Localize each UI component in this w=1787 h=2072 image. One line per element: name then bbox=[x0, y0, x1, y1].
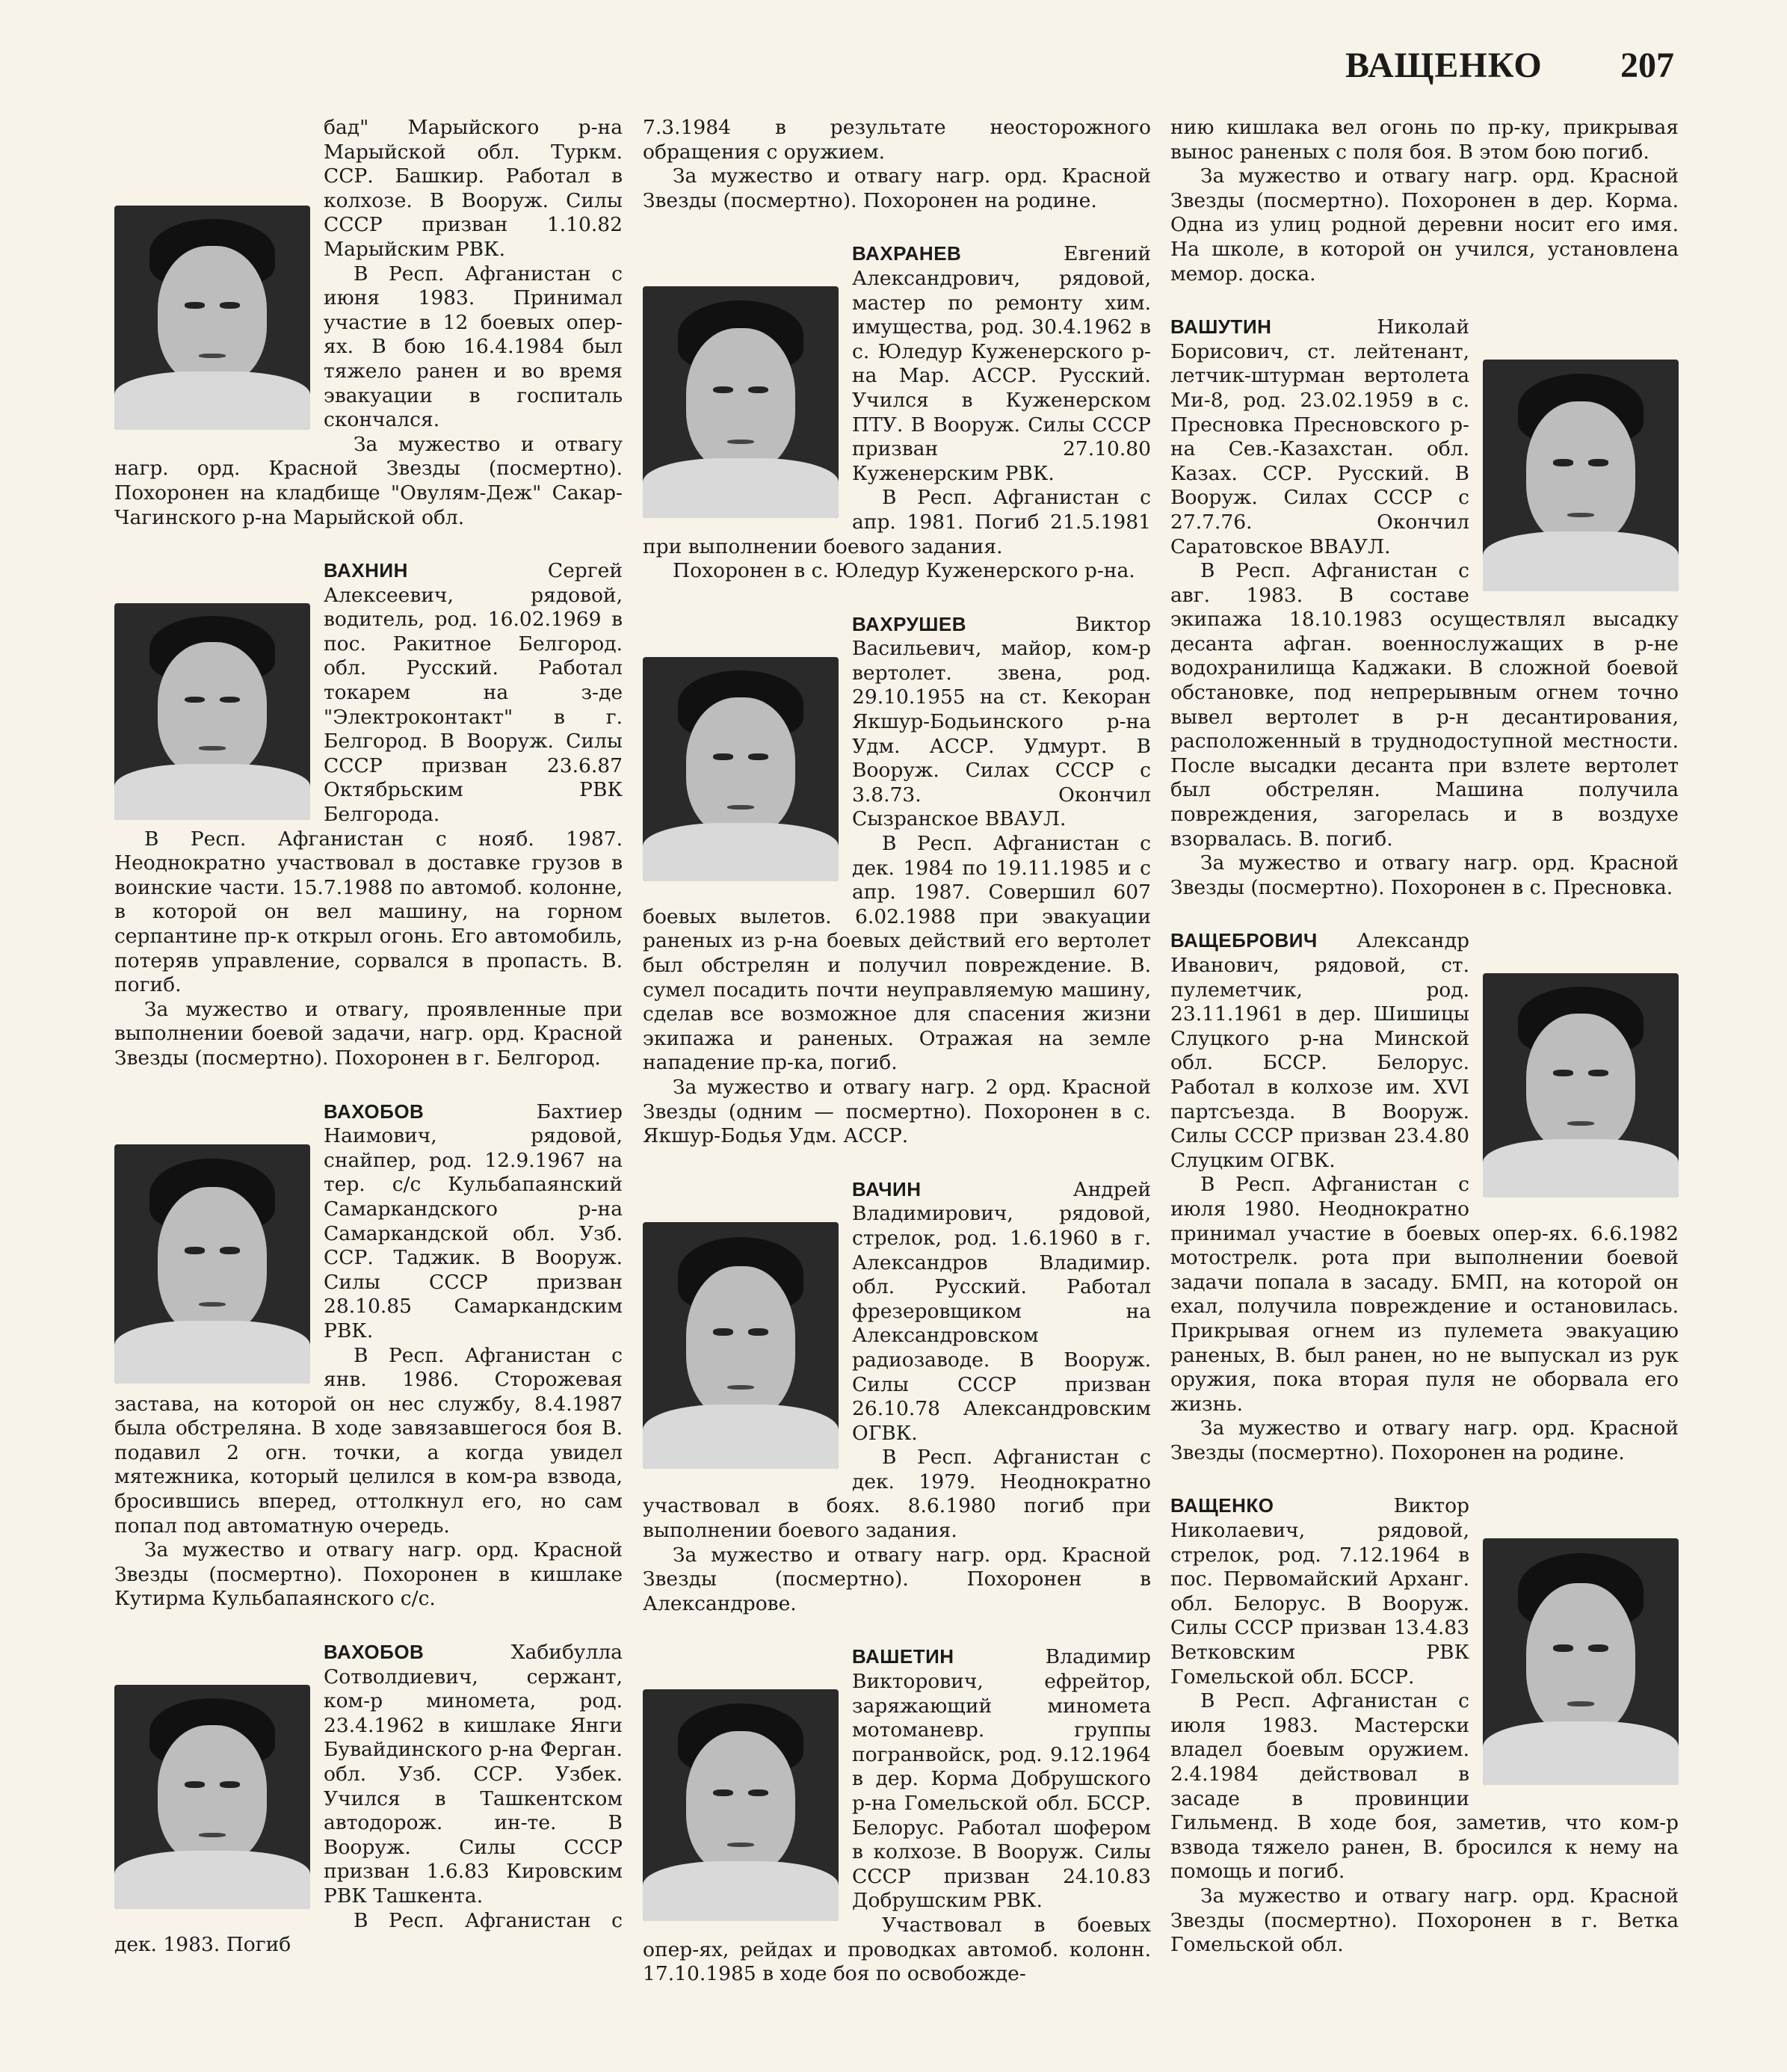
entry-text: Виктор Николаевич, рядовой, стрелок, род. 7.12.1964 в пос. Первомайский Арханг. обл. Белорус. В Вооруж. Силы СССР призван 13.4.83 Ветковским РВК Гомельской обл. БССР. bbox=[1170, 1494, 1469, 1689]
running-header bbox=[1345, 45, 1674, 90]
portrait-photo bbox=[114, 603, 310, 820]
entry-text: За мужество и отвагу нагр. орд. Красной Звезды (посмертно). Похоронен в с. Пресновка. bbox=[1170, 851, 1679, 899]
entry-text: В Респ. Афганистан с дек. 1984 по 19.11.1985 и с апр. 1987. Совершил 607 боевых вылетов. 6.02.1988 при эвакуации раненых из р-на боевых действий его вертолет был обстрелян и получил повреждение. В. сумел посадить почти неуправляемую машину, сделав все возможное для спасения жизни экипажа и раненых. Отражая на земле нападение пр-ка, погиб. bbox=[643, 832, 1151, 1075]
entry-text: За мужество и отвагу нагр. орд. Красной Звезды (посмертно). Похоронен на кладбище "Овулям-Деж" Сакар-Чагинского р-на Марыйской обл. bbox=[114, 432, 623, 529]
entry-text: В Респ. Афганистан с дек. 1979. Неоднократно участвовал в боях. 8.6.1980 погиб при выполнении боевого задания. bbox=[643, 1446, 1151, 1543]
portrait-photo bbox=[1483, 973, 1679, 1197]
entry-text: нию кишлака вел огонь по пр-ку, прикрывая вынос раненых с поля боя. В этом бою погиб. bbox=[1170, 116, 1679, 164]
entry-text: За мужество и отвагу нагр. орд. Красной Звезды (посмертно). Похоронен на родине. bbox=[1170, 1416, 1679, 1464]
entry-text: В Респ. Афганистан с янв. 1986. Сторожевая застава, на которой он нес службу, 8.4.1987 была обстреляна. В ходе завязавшегося боя В. подавил 2 огн. точки, а когда увидел мятежника, который целился в ком-ра взвода, бросившись вперед, оттолкнул его, но сам попал под автоматную очередь. bbox=[114, 1343, 623, 1538]
portrait-photo bbox=[1483, 1538, 1679, 1785]
entry-text: Николай Борисович, ст. лейтенант, летчик-штурман вертолета Ми-8, род. 23.02.1959 в с. Пресновка Пресновского р-на Сев.-Казахстан. обл. Казах. ССР. Русский. В Вооруж. Силах СССР с 27.7.76. Окончил Саратовское ВВАУЛ. bbox=[1170, 315, 1469, 558]
entry-text: За мужество и отвагу нагр. орд. Красной Звезды (посмертно). Похоронен в кишлаке Кутирма Кульбапаянского с/с. bbox=[114, 1538, 623, 1611]
entry-vashetin bbox=[643, 1644, 1151, 1986]
portrait-photo bbox=[643, 657, 839, 881]
entry-text: За мужество и отвагу нагр. орд. Красной Звезды (посмертно). Похоронен на родине. bbox=[643, 164, 1151, 212]
entry-vashutin bbox=[1170, 315, 1679, 900]
portrait-photo bbox=[114, 1144, 310, 1384]
entry-text: За мужество и отвагу нагр. орд. Красной Звезды (посмертно). Похоронен в Александрове. bbox=[643, 1543, 1151, 1615]
entry-text: Сергей Алексеевич, рядовой, водитель, род. 16.02.1969 в пос. Ракитное Белгород. обл. Русский. Работал токарем на з-де "Электроконтакт" в г. Белгород. В Вооруж. Силы СССР призван 23.6.87 Октябрьским РВК Белгорода. bbox=[324, 559, 623, 827]
column-1 bbox=[114, 116, 623, 1958]
page-number: 207 bbox=[1620, 46, 1674, 85]
entry-vakhobov-bakhtier bbox=[114, 1100, 623, 1612]
entry-text: За мужество и отвагу нагр. орд. Красной Звезды (посмертно). Похоронен в дер. Корма. Одна из улиц родной деревни носит его имя. На школе, в которой он учился, установлена мемор. доска. bbox=[1170, 164, 1679, 286]
portrait-photo bbox=[643, 1689, 839, 1921]
entry-surname: ВАХРАНЕВ bbox=[852, 242, 962, 265]
entry-surname: ВАЩЕНКО bbox=[1170, 1494, 1274, 1517]
entry-surname: ВАХНИН bbox=[324, 559, 408, 582]
entry-text: За мужество и отвагу нагр. орд. Красной Звезды (посмертно). Похоронен в г. Ветка Гомельской обл. bbox=[1170, 1884, 1679, 1957]
entry-text: В Респ. Афганистан с июля 1980. Неоднократно принимал участие в боевых опер-ях. 6.6.1982 мотострелк. рота при выполнении боевой задачи попала в засаду. БМП, на которой он ехал, получила повреждение и остановилась. Прикрывая огнем из пулемета эвакуацию раненых, В. был ранен, но не выпускал из рук оружия, пока вторая пуля не оборвала его жизнь. bbox=[1170, 1173, 1679, 1416]
portrait-photo bbox=[114, 1685, 310, 1909]
entry-surname: ВАХОБОВ bbox=[324, 1641, 425, 1664]
entry-text: Виктор Васильевич, майор, ком-р вертолет. звена, род. 29.10.1955 на ст. Кекоран Якшур-Бодьинского р-на Удм. АССР. Удмурт. В Вооруж. Силах СССР с 3.8.73. Окончил Сызранское ВВАУЛ. bbox=[852, 612, 1151, 831]
entry-vashchenko bbox=[1170, 1493, 1679, 1957]
entry-text: Бахтиер Наимович, рядовой, снайпер, род. 12.9.1967 на тер. с/с Кульбапаянский Самаркандского р-на Самаркандской обл. Узб. ССР. Таджик. В Вооруж. Силы СССР призван 28.10.85 Самаркандским РВК. bbox=[324, 1100, 623, 1342]
entry-vachin bbox=[643, 1177, 1151, 1617]
entry-text: Владимир Викторович, ефрейтор, заряжающий миномета мотоманевр. группы погранвойск, род. 9.12.1964 в дер. Корма Добрушского р-на Гомельской обл. БССР. Белорус. Работал шофером в колхозе. В Вооруж. Силы СССР призван 24.10.83 Добрушским РВК. bbox=[852, 1645, 1151, 1913]
entry-text: В Респ. Афганистан с дек. 1983. Погиб bbox=[114, 1908, 623, 1957]
entry-surname: ВАХОБОВ bbox=[324, 1100, 425, 1123]
entry-text: За мужество и отвагу, проявленные при выполнении боевой задачи, нагр. орд. Красной Звезды (посмертно). Похоронен в г. Белгород. bbox=[114, 997, 623, 1070]
entry-surname: ВАЩЕБРОВИЧ bbox=[1170, 929, 1318, 952]
entry-text: В Респ. Афганистан с апр. 1981. Погиб 21.5.1981 при выполнении боевого задания. bbox=[643, 486, 1151, 558]
entry-text: 7.3.1984 в результате неосторожного обращения с оружием. bbox=[643, 116, 1151, 164]
entry-text: Участвовал в боевых опер-ях, рейдах и проводках автомоб. колонн. 17.10.1985 в ходе боя по освобожде- bbox=[643, 1913, 1151, 1986]
column-3 bbox=[1170, 116, 1679, 1958]
entry-text: В Респ. Афганистан с авг. 1983. В составе экипажа 18.10.1983 осуществлял высадку десанта афган. военнослужащих в р-не водохранилища Каджаки. В сложной боевой обстановке, под непрерывным огнем точно вывел вертолет в р-н десантирования, расположенный в труднодоступной местности. После высадки десанта при взлете вертолет был обстрелян. Машина получила повреждения, загорелась и в воздухе взорвалась. В. погиб. bbox=[1170, 559, 1679, 851]
entry-text: Александр Иванович, рядовой, ст. пулеметчик, род. 23.11.1961 в дер. Шишицы Слуцкого р-на Минской обл. БССР. Белорус. Работал в колхозе им. XVI партсъезда. В Вооруж. Силы СССР призван 23.4.80 Слуцким ОГВК. bbox=[1170, 929, 1469, 1172]
header-surname: ВАЩЕНКО bbox=[1345, 46, 1543, 85]
entry-text: бад" Марыйского р-на Марыйской обл. Туркм. ССР. Башкир. Работал в колхозе. В Вооруж. Силы СССР призван 1.10.82 Марыйским РВК. bbox=[324, 116, 623, 261]
entry-surname: ВАШУТИН bbox=[1170, 315, 1272, 339]
entry-text: Хабибулла Сотволдиевич, сержант, ком-р миномета, род. 23.4.1962 в кишлаке Янги Бувайдинского р-на Ферган. обл. Узб. ССР. Узбек. Учился в Ташкентском автодорож. ин-те. В Вооруж. Силы СССР призван 1.6.83 Кировским РВК Ташкента. bbox=[324, 1641, 623, 1908]
column-2 bbox=[643, 116, 1151, 1987]
entry-text: Евгений Александрович, рядовой, мастер по ремонту хим. имущества, род. 30.4.1962 в с. Юледур Куженерского р-на Мар. АССР. Русский. Учился в Куженерском ПТУ. В Вооруж. Силы СССР призван 27.10.80 Куженерским РВК. bbox=[852, 242, 1151, 485]
entry-text: Андрей Владимирович, рядовой, стрелок, род. 1.6.1960 в г. Александров Владимир. обл. Русский. Работал фрезеровщиком на Александровском радиозаводе. В Вооруж. Силы СССР призван 26.10.78 Александровским ОГВК. bbox=[852, 1177, 1151, 1445]
entry-text: За мужество и отвагу нагр. 2 орд. Красной Звезды (одним — посмертно). Похоронен в с. Якшур-Бодья Удм. АССР. bbox=[643, 1075, 1151, 1148]
entry-continued bbox=[114, 116, 623, 530]
entry-text: В Респ. Афганистан с нояб. 1987. Неоднократно участвовал в доставке грузов в воинские части. 15.7.1988 по автомоб. колонне, в которой он вел машину, на горном серпантине пр-к открыл огонь. Его автомобиль, потеряв управление, сорвался в пропасть. В. погиб. bbox=[114, 827, 623, 997]
entry-vakhrushev bbox=[643, 612, 1151, 1149]
entry-surname: ВАЧИН bbox=[852, 1177, 922, 1200]
entry-text: В Респ. Афганистан с июня 1983. Принимал участие в 12 боевых опер-ях. В бою 16.4.1984 был тяжело ранен и во время эвакуации в госпиталь скончался. bbox=[324, 262, 623, 432]
entry-surname: ВАХРУШЕВ bbox=[852, 612, 967, 635]
entry-vashchebrovich bbox=[1170, 928, 1679, 1465]
portrait-photo bbox=[643, 1222, 839, 1469]
entry-vakhnin bbox=[114, 558, 623, 1070]
portrait-photo bbox=[114, 206, 310, 430]
entry-surname: ВАШЕТИН bbox=[852, 1645, 954, 1668]
portrait-photo bbox=[643, 286, 839, 518]
entry-continued bbox=[1170, 116, 1679, 286]
entry-text: Похоронен в с. Юледур Куженерского р-на. bbox=[673, 559, 1135, 583]
entry-continued bbox=[643, 116, 1151, 213]
entry-vakhobov-khabibulla bbox=[114, 1640, 623, 1958]
entry-vakhranev bbox=[643, 241, 1151, 583]
portrait-photo bbox=[1483, 360, 1679, 591]
entry-text: В Респ. Афганистан с июля 1983. Мастерски владел боевым оружием. 2.4.1984 действовал в засаде в провинции Гильменд. В ходе боя, заметив, что ком-р взвода тяжело ранен, В. бросился к нему на помощь и погиб. bbox=[1170, 1689, 1679, 1884]
